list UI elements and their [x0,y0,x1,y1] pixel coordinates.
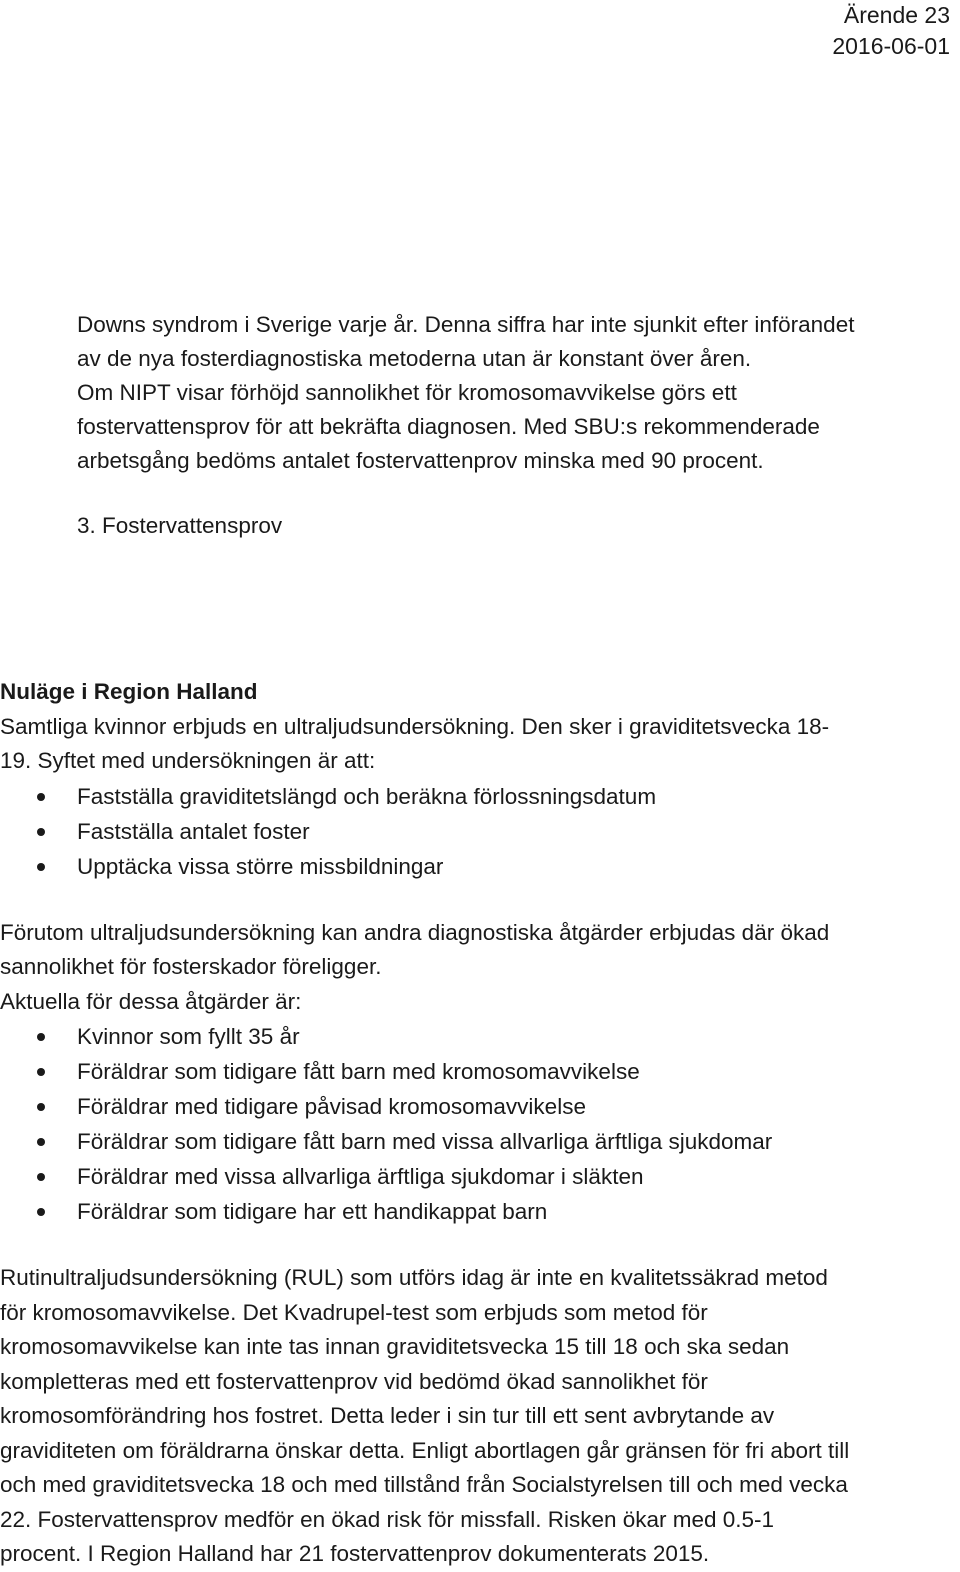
section-heading: 3. Fostervattensprov [77,513,283,538]
list-item: Fastställa graviditetslängd och beräkna förlossningsdatum [0,779,960,814]
text-line: kromosomavvikelse kan inte tas innan graviditetsvecka 15 till 18 och ska sedan [0,1334,790,1359]
list-item: Upptäcka vissa större missbildningar [0,849,960,884]
document-header [832,0,950,62]
text-line: procent. I Region Halland har 21 fostervattenprov dokumenterats 2015. [0,1541,710,1566]
status-paragraph-1 [0,710,960,779]
status-section [0,675,960,1572]
bullet-icon [37,1033,45,1041]
text-line: 22. Fostervattensprov medför en ökad risk för missfall. Risken ökar med 0.5-1 [0,1506,775,1532]
bullet-icon [37,1068,45,1076]
bullet-icon [37,1173,45,1181]
text-line: arbetsgång bedöms antalet fostervattenprov minska med 90 procent. [77,448,764,473]
list-item: Föräldrar som tidigare har ett handikappat barn [0,1194,960,1229]
text-line: kompletteras med ett fostervattenprov vid bedömd ökad sannolikhet för [0,1368,708,1394]
list-item: Föräldrar med vissa allvarliga ärftliga sjukdomar i släkten [0,1159,960,1194]
bullet-icon [37,1103,45,1111]
bullet-icon [37,828,45,836]
text-line: kromosomförändring hos fostret. Detta leder i sin tur till ett sent avbrytande av [0,1403,775,1428]
bullet-icon [37,1138,45,1146]
purpose-list [0,779,960,884]
text-line: Om NIPT visar förhöjd sannolikhet för kromosomavvikelse görs ett [77,380,737,405]
bullet-icon [37,1208,45,1216]
text-line: 19. Syftet med undersökningen är att: [0,748,376,773]
text-line: Rutinultraljudsundersökning (RUL) som utförs idag är inte en kvalitetssäkrad metod [0,1265,828,1290]
text-line: för kromosomavvikelse. Det Kvadrupel-test som erbjuds som metod för [0,1299,708,1325]
text-line: och med graviditetsvecka 18 och med tillstånd från Socialstyrelsen till och med vecka [0,1472,848,1497]
text-line: Förutom ultraljudsundersökning kan andra diagnostiska åtgärder erbjudas där ökad [0,919,830,945]
text-line: graviditeten om föräldrarna önskar detta. Enligt abortlagen går gränsen för fri abort till [0,1437,850,1463]
list-item: Föräldrar som tidigare fått barn med vissa allvarliga ärftliga sjukdomar [0,1124,960,1159]
document-date: 2016-06-01 [832,33,950,59]
errand-number: Ärende 23 [843,2,950,28]
text-line: Samtliga kvinnor erbjuds en ultraljudsundersökning. Den sker i graviditetsvecka 18- [0,713,830,739]
status-paragraph-3 [0,1261,960,1572]
text-line: av de nya fosterdiagnostiska metoderna utan är konstant över åren. [77,346,752,371]
status-paragraph-2 [0,916,960,1020]
text-line: Downs syndrom i Sverige varje år. Denna siffra har inte sjunkit efter införandet [77,312,855,337]
list-item: Föräldrar med tidigare påvisad kromosomavvikelse [0,1089,960,1124]
eligibility-list [0,1019,960,1229]
text-line: fostervattensprov för att bekräfta diagnosen. Med SBU:s rekommenderade [77,414,820,439]
status-heading: Nuläge i Region Halland [0,679,258,704]
list-item: Fastställa antalet foster [0,814,960,849]
bullet-icon [37,863,45,871]
intro-paragraph [77,308,957,478]
text-line: Aktuella för dessa åtgärder är: [0,988,302,1014]
list-item: Föräldrar som tidigare fått barn med kromosomavvikelse [0,1054,960,1089]
list-item: Kvinnor som fyllt 35 år [0,1019,960,1054]
text-line: sannolikhet för fosterskador föreligger. [0,954,382,979]
bullet-icon [37,793,45,801]
